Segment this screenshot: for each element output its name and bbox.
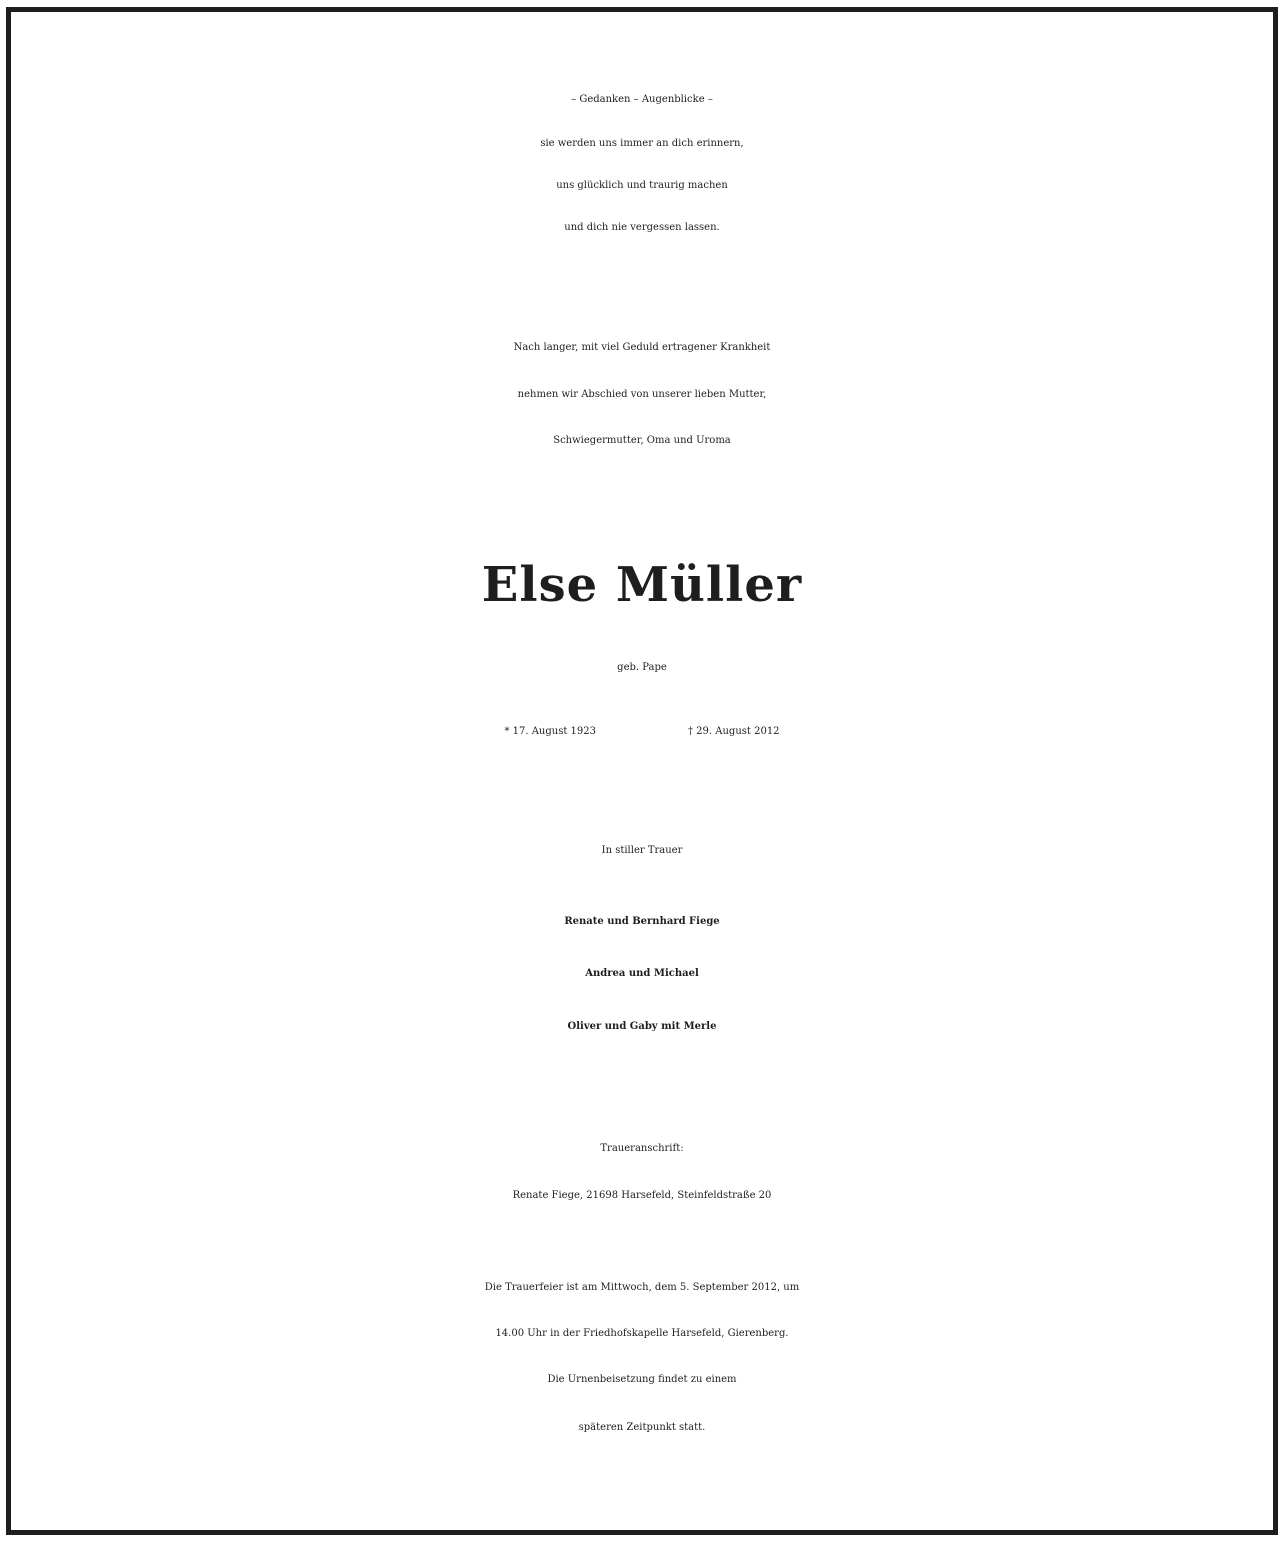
service-line: 14.00 Uhr in der Friedhofskapelle Harsefeld, Gierenberg. [495,1328,789,1339]
address-text: Renate Fiege, 21698 Harsefeld, Steinfeldstraße 20 [512,1190,772,1201]
poem-line: uns glücklich und traurig machen [556,180,728,191]
birth-date: * 17. August 1923 [504,726,596,737]
obituary-notice [6,7,1278,1535]
life-dates [11,727,1273,737]
poem-line: sie werden uns immer an dich erinnern, [540,138,744,149]
intro-line: nehmen wir Abschied von unserer lieben Mutter, [517,389,767,400]
death-date: † 29. August 2012 [688,726,780,737]
maiden-name: geb. Pape [617,662,667,673]
mourning-line: In stiller Trauer [601,845,683,856]
family-line: Andrea und Michael [585,968,699,979]
poem-line: und dich nie vergessen lassen. [564,222,720,233]
service-line: Die Urnenbeisetzung findet zu einem [547,1374,737,1385]
intro-line: Schwiegermutter, Oma und Uroma [553,435,731,446]
intro-line: Nach langer, mit viel Geduld ertragener Krankheit [513,342,771,353]
family-line: Renate und Bernhard Fiege [564,916,720,927]
deceased-name: Else Müller [481,557,803,613]
service-line: Die Trauerfeier ist am Mittwoch, dem 5. September 2012, um [484,1282,800,1293]
poem-line: – Gedanken – Augenblicke – [571,94,713,105]
service-line: späteren Zeitpunkt statt. [578,1422,706,1433]
family-line: Oliver und Gaby mit Merle [567,1021,717,1032]
address-label: Traueranschrift: [600,1143,684,1154]
